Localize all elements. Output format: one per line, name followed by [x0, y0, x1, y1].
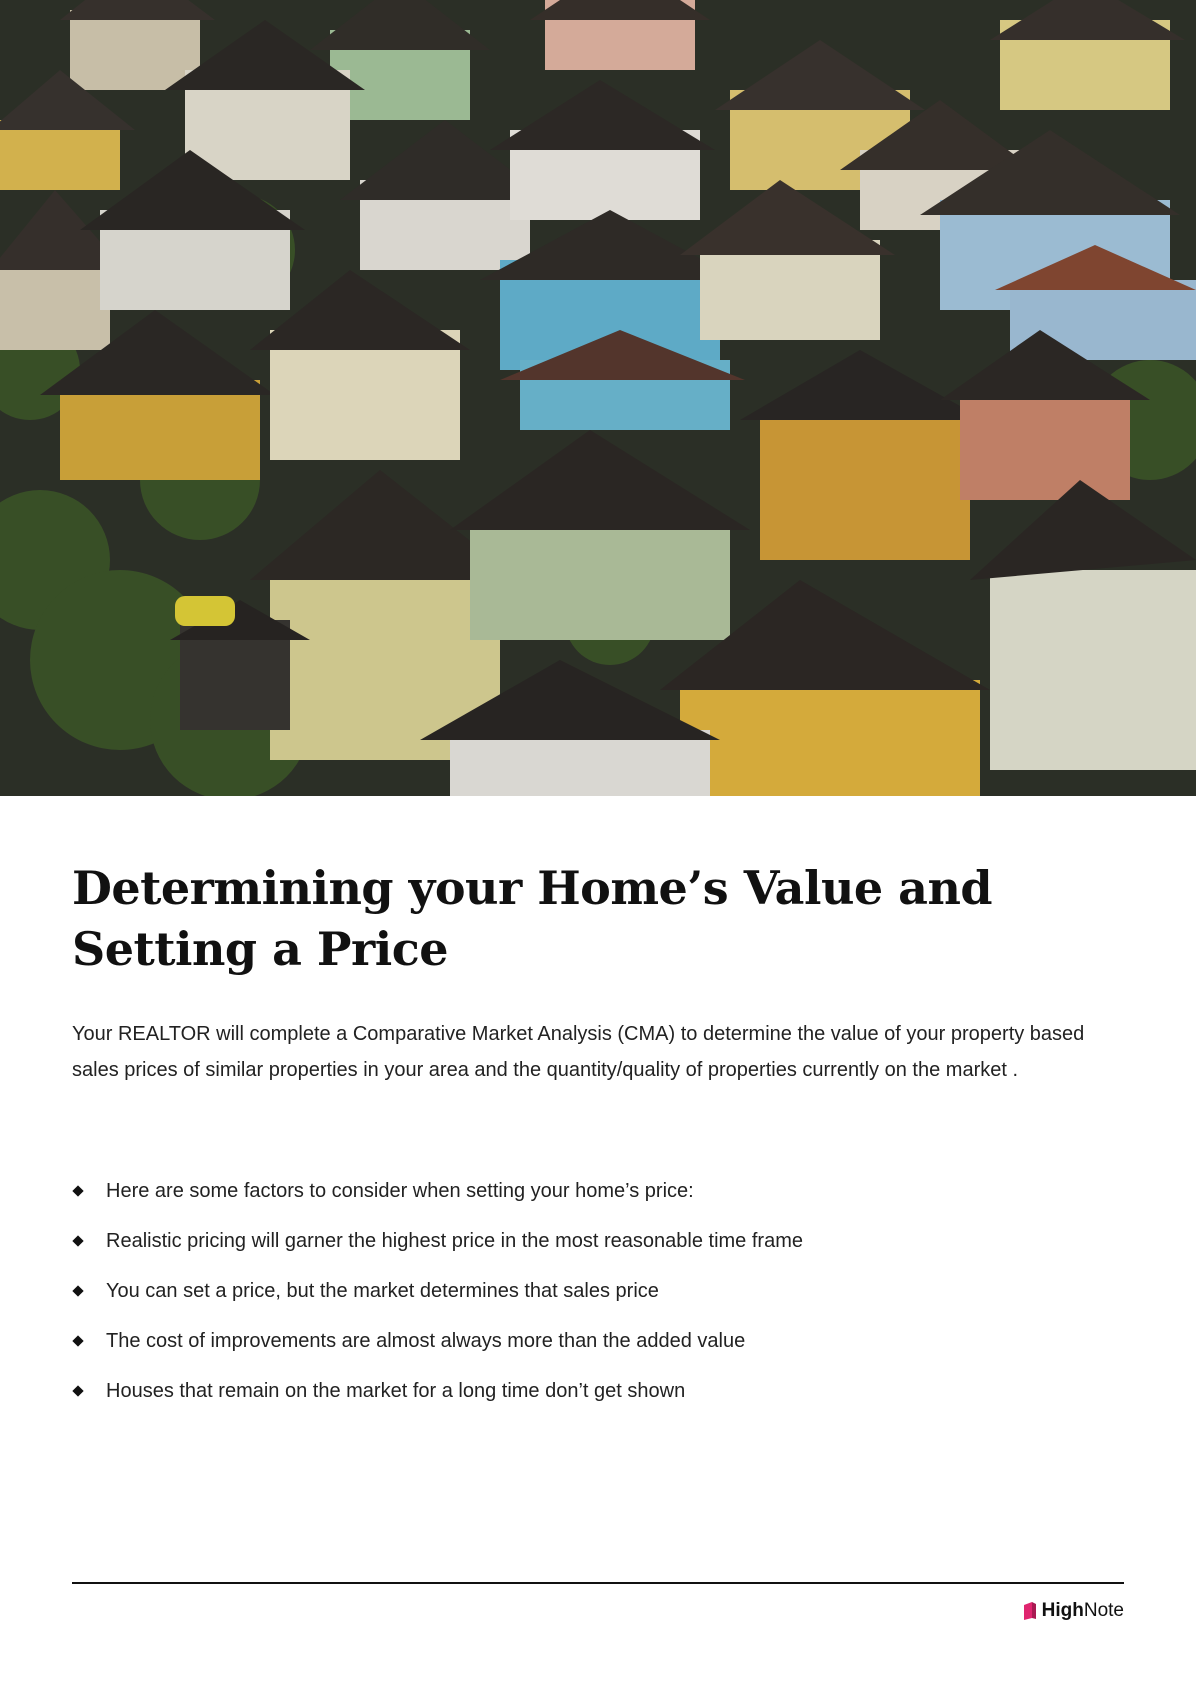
- list-item-text: Realistic pricing will garner the highest price in the most reasonable time frame: [106, 1229, 803, 1252]
- diamond-bullet-icon: [72, 1285, 83, 1296]
- list-item: [72, 1166, 1122, 1216]
- diamond-bullet-icon: [72, 1385, 83, 1396]
- brand-note: Note: [1083, 1600, 1124, 1621]
- highnote-logo: [1022, 1600, 1124, 1622]
- page-title-line-2: Setting a Price: [72, 922, 448, 976]
- list-item-text: The cost of improvements are almost always more than the added value: [106, 1329, 746, 1352]
- page-title: [72, 858, 1072, 980]
- brand-high: High: [1041, 1600, 1084, 1621]
- list-item: [72, 1316, 1122, 1366]
- highnote-mark-icon: [1022, 1601, 1038, 1621]
- list-item-text: Here are some factors to consider when setting your home’s price:: [106, 1179, 694, 1202]
- list-item: [72, 1216, 1122, 1266]
- diamond-bullet-icon: [72, 1335, 83, 1346]
- page-title-line-1: Determining your Home’s Value and: [72, 861, 993, 915]
- diamond-bullet-icon: [72, 1185, 83, 1196]
- footer-divider: [72, 1582, 1124, 1584]
- neighbourhood-illustration: [0, 0, 1196, 796]
- list-item: [72, 1366, 1122, 1416]
- factors-list: [72, 1166, 1122, 1416]
- list-item-text: You can set a price, but the market determines that sales price: [106, 1279, 659, 1302]
- hero-photo: [0, 0, 1196, 796]
- list-item: [72, 1266, 1122, 1316]
- intro-paragraph: Your REALTOR will complete a Comparative Market Analysis (CMA) to determine the value of your property based sales prices of similar properties in your area and the quantity/quality of properties currently on the market .: [72, 1023, 1085, 1081]
- list-item-text: Houses that remain on the market for a long time don’t get shown: [106, 1379, 686, 1402]
- diamond-bullet-icon: [72, 1235, 83, 1246]
